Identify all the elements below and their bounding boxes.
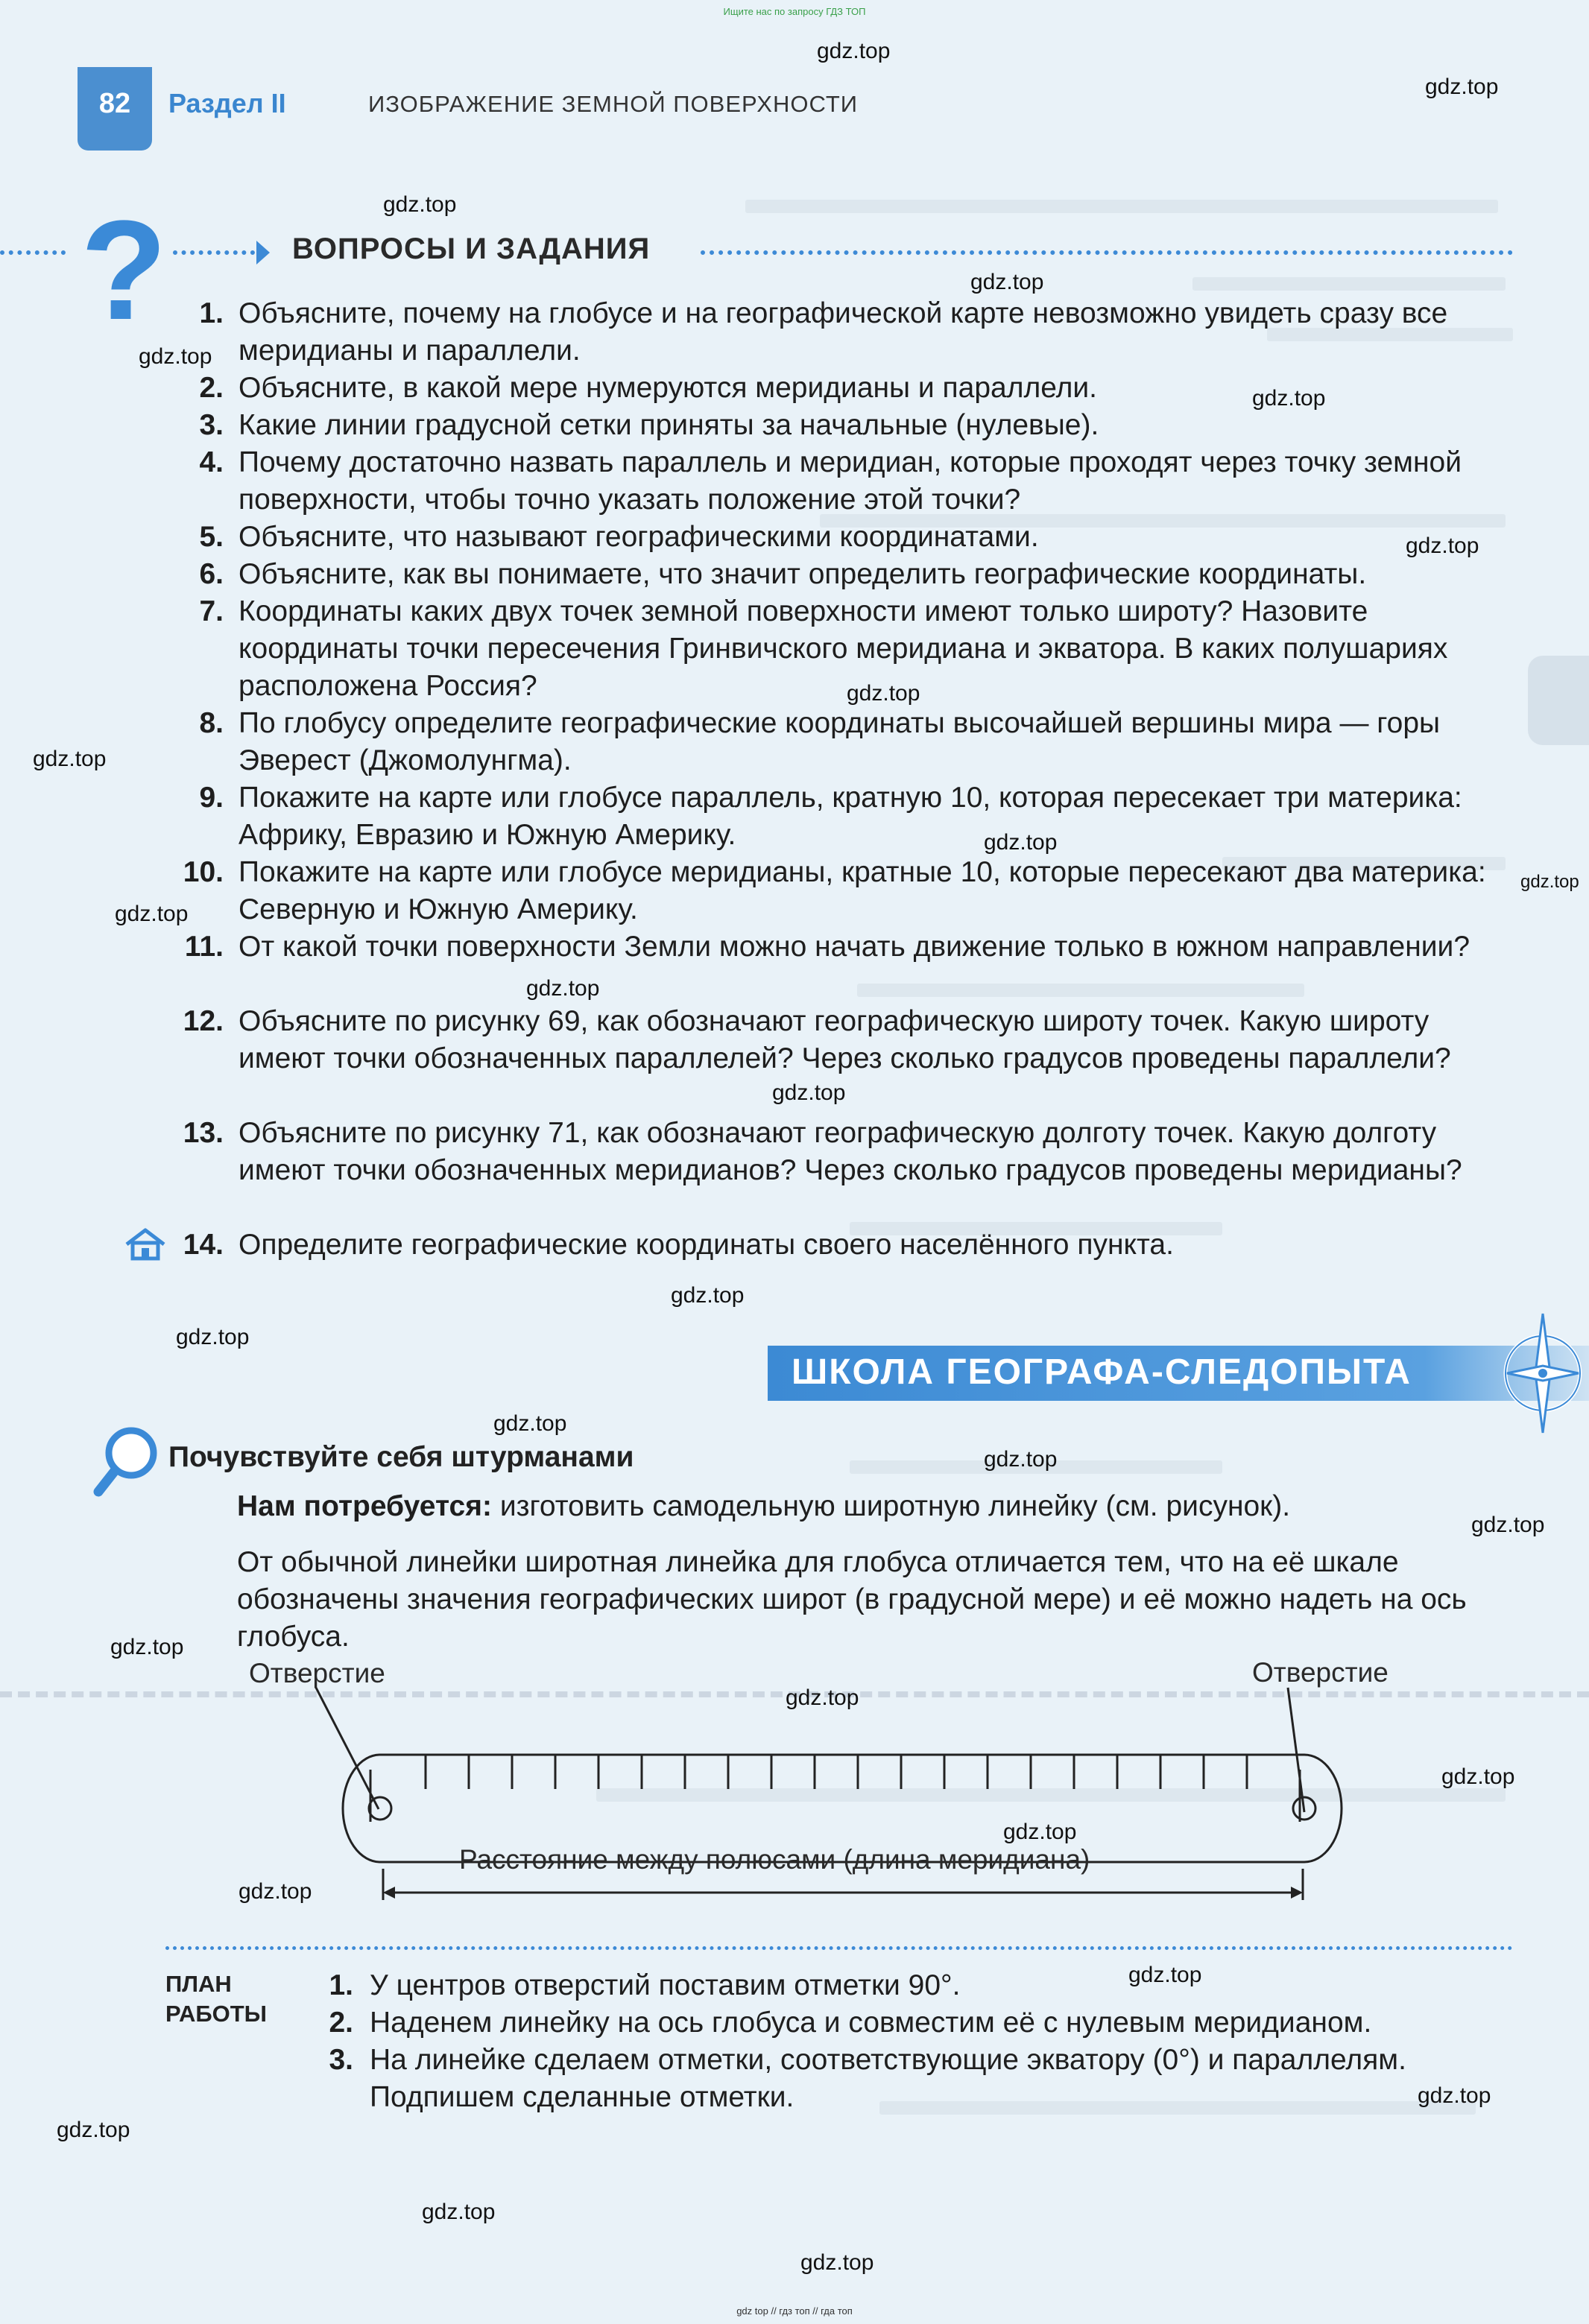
watermark: gdz.top <box>526 976 600 1001</box>
question-text: Объясните, почему на глобусе и на географической карте невозможно увидеть сразу все меридианы и параллели. <box>238 297 1448 367</box>
watermark: gdz.top <box>1128 1963 1202 1987</box>
question-number: 11. <box>184 931 224 963</box>
meridian-length-label: Расстояние между полюсами (длина меридиана) <box>459 1844 1090 1875</box>
question-mark-icon: ? <box>80 191 168 349</box>
question-text: От какой точки поверхности Земли можно начать движение только в южном направлении? <box>238 931 1470 963</box>
question-text: Покажите на карте или глобусе меридианы, кратные 10, которые пересекают два материка: Северную и Южную Америку. <box>238 856 1486 925</box>
question-item <box>164 556 1513 593</box>
question-text: Объясните, как вы понимаете, что значит определить географические координаты. <box>238 558 1367 590</box>
question-text: Объясните по рисунку 71, как обозначают географическую долготу точек. Какую долготу имеют точки обозначенных меридианов? Через сколько градусов проведены меридианы? <box>238 1117 1462 1186</box>
watermark: gdz.top <box>847 681 920 706</box>
step-text: Наденем линейку на ось глобуса и совместим её с нулевым меридианом. <box>370 2007 1372 2039</box>
hole-label-left: Отверстие <box>249 1658 385 1688</box>
watermark: gdz.top <box>970 270 1044 294</box>
plan-label <box>165 1969 267 2029</box>
question-number: 9. <box>199 782 224 814</box>
watermark: gdz.top <box>984 1447 1058 1472</box>
watermark: gdz.top <box>1003 1820 1077 1844</box>
magnifier-icon <box>92 1425 159 1499</box>
compass-icon <box>1500 1310 1586 1437</box>
question-number: 7. <box>199 595 224 627</box>
question-item <box>164 1226 1513 1264</box>
question-text: Определите географические координаты своего населённого пункта. <box>238 1229 1174 1261</box>
watermark: gdz.top <box>176 1325 250 1349</box>
question-text: Какие линии градусной сетки приняты за начальные (нулевые). <box>238 409 1099 441</box>
watermark: gdz.top <box>1418 2083 1491 2108</box>
plan-step <box>320 1967 1513 2004</box>
question-item <box>164 854 1513 928</box>
watermark: gdz.top <box>772 1080 846 1105</box>
watermark: gdz.top <box>1441 1764 1515 1789</box>
activity-subtitle: Почувствуйте себя штурманами <box>168 1441 634 1473</box>
question-item <box>164 444 1513 519</box>
question-text: Покажите на карте или глобусе параллель, кратную 10, которая пересекает три материка: Африку, Евразию и Южную Америку. <box>238 782 1462 851</box>
question-item <box>164 407 1513 444</box>
question-text: Координаты каких двух точек земной поверхности имеют только широту? Назовите координаты точки пересечения Гринвичского меридиана и экватора. В каких полушариях расположена Россия? <box>238 595 1448 702</box>
watermark: gdz.top <box>800 2250 874 2275</box>
watermark: gdz.top <box>110 1635 184 1659</box>
hole-label-right: Отверстие <box>1252 1657 1389 1688</box>
plan-label-line2: РАБОТЫ <box>165 2001 268 2027</box>
chapter-title: ИЗОБРАЖЕНИЕ ЗЕМНОЙ ПОВЕРХНОСТИ <box>368 91 859 117</box>
watermark: gdz.top <box>383 192 457 217</box>
home-icon <box>124 1228 167 1261</box>
need-label: Нам потребуется: <box>237 1490 492 1522</box>
question-number: 13. <box>183 1117 224 1149</box>
question-text: Почему достаточно назвать параллель и меридиан, которые проходят через точку земной поверхности, чтобы точно указать положение этой точки? <box>238 446 1462 516</box>
question-number: 4. <box>199 446 224 478</box>
question-item <box>164 779 1513 854</box>
plan-divider <box>165 1946 1513 1950</box>
watermark: gdz.top <box>33 747 107 771</box>
question-number: 1. <box>199 297 224 329</box>
watermark: gdz.top <box>786 1685 859 1710</box>
watermark: gdz.top <box>422 2200 496 2224</box>
step-number: 1. <box>329 1969 353 2001</box>
arrow-right-icon <box>256 241 270 265</box>
watermark: gdz.top <box>139 344 212 369</box>
watermark: gdz.top <box>671 1283 745 1308</box>
dotted-rule-right <box>701 250 1513 255</box>
question-number: 10. <box>183 856 224 888</box>
plan-step <box>320 2004 1513 2042</box>
question-number: 3. <box>199 409 224 441</box>
watermark: gdz.top <box>1406 533 1479 558</box>
plan-step <box>320 2042 1513 2116</box>
watermark: gdz.top <box>1252 386 1326 411</box>
watermark: gdz.top <box>817 39 891 63</box>
section-label: Раздел II <box>168 88 286 118</box>
step-number: 2. <box>329 2007 353 2039</box>
watermark: gdz.top <box>57 2118 130 2142</box>
need-paragraph <box>237 1488 1511 1525</box>
top-note: Ищите нас по запросу ГДЗ ТОП <box>723 6 866 17</box>
watermark: gdz.top <box>1471 1513 1545 1537</box>
question-item <box>164 705 1513 779</box>
watermark: gdz.top <box>984 830 1058 855</box>
watermark: gdz.top <box>238 1879 312 1904</box>
school-banner-title: ШКОЛА ГЕОГРАФА-СЛЕДОПЫТА <box>792 1352 1412 1392</box>
step-number: 3. <box>329 2044 353 2076</box>
plan-label-line1: ПЛАН <box>165 1971 232 1997</box>
question-text: Объясните, что называют географическими координатами. <box>238 521 1039 553</box>
question-number: 12. <box>183 1005 224 1037</box>
question-text: Объясните, в какой мере нумеруются меридианы и параллели. <box>238 372 1098 404</box>
question-text: По глобусу определите географические координаты высочайшей вершины мира — горы Эверест (Джомолунгма). <box>238 707 1441 776</box>
question-item <box>164 519 1513 556</box>
watermark: gdz.top <box>493 1411 567 1436</box>
dotted-rule-left <box>0 250 66 255</box>
bottom-note: gdz top // гдз топ // гда топ <box>736 2305 853 2317</box>
dotted-rule-mid <box>173 250 255 255</box>
watermark: gdz.top <box>115 902 189 926</box>
question-item <box>164 593 1513 705</box>
step-text: У центров отверстий поставим отметки 90°. <box>370 1969 961 2001</box>
question-item <box>164 1003 1513 1077</box>
question-number: 14. <box>183 1229 224 1261</box>
question-item <box>164 928 1513 966</box>
question-number: 2. <box>199 372 224 404</box>
questions-title: ВОПРОСЫ И ЗАДАНИЯ <box>292 232 651 265</box>
question-item <box>164 1115 1513 1189</box>
page-number: 82 <box>98 88 131 119</box>
question-number: 6. <box>199 558 224 590</box>
watermark: gdz.top <box>1425 75 1499 99</box>
question-number: 5. <box>199 521 224 553</box>
watermark: gdz.top <box>1520 872 1579 892</box>
question-text: Объясните по рисунку 69, как обозначают географическую широту точек. Какую широту имеют точки обозначенных параллелей? Через сколько градусов проведены параллели? <box>238 1005 1451 1074</box>
question-number: 8. <box>199 707 224 739</box>
description-paragraph: От обычной линейки широтная линейка для глобуса отличается тем, что на её шкале обозначены значения географических широт (в градусной мере) и её можно надеть на ось глобуса. <box>237 1546 1467 1653</box>
need-text: изготовить самодельную широтную линейку (см. рисунок). <box>499 1490 1291 1522</box>
step-text: На линейке сделаем отметки, соответствующие экватору (0°) и параллелям. Подпишем сделанные отметки. <box>370 2044 1406 2113</box>
question-item <box>164 295 1513 370</box>
